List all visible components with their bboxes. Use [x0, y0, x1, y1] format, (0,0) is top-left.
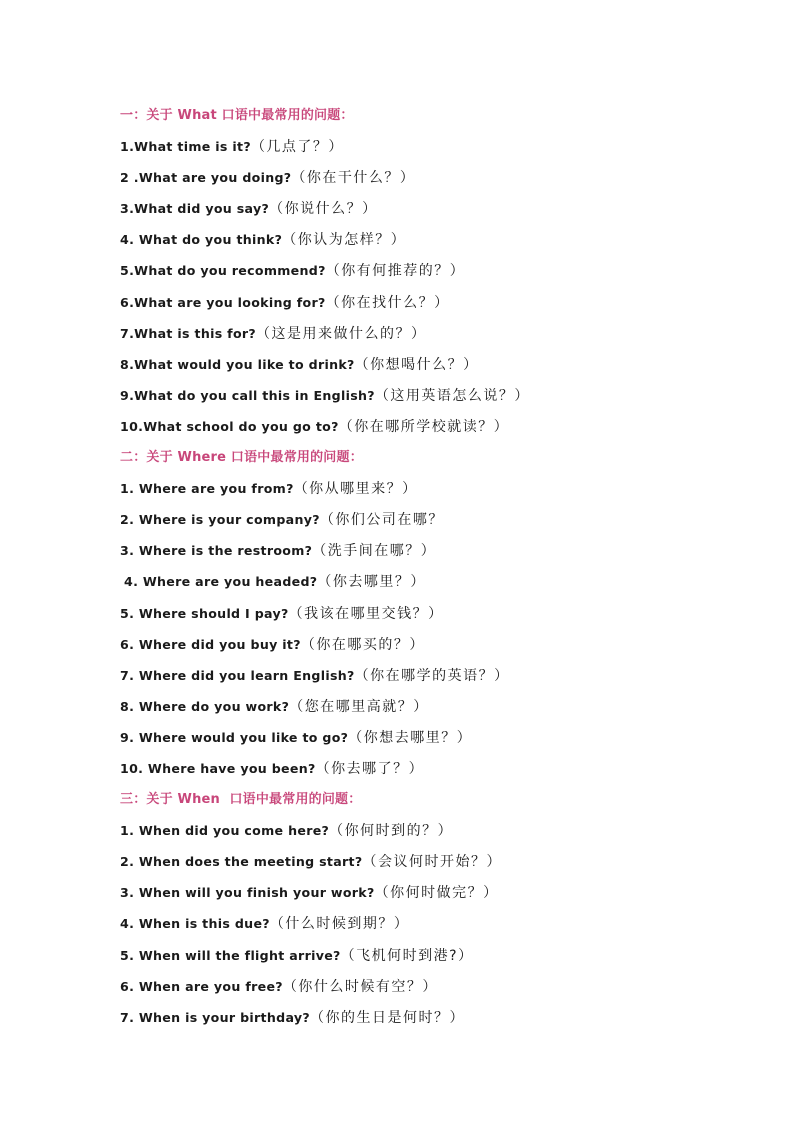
question-english: 5. When will the flight arrive? — [120, 947, 341, 963]
list-item — [120, 971, 760, 1002]
question-chinese: （会议何时开始？） — [362, 854, 502, 871]
question-english: 6. When are you free? — [120, 978, 283, 994]
question-chinese: （您在哪里高就？） — [289, 698, 429, 715]
question-chinese: （你去哪里？） — [317, 574, 426, 591]
list-item — [120, 877, 760, 908]
question-chinese: （你在哪所学校就读？） — [338, 418, 510, 435]
list-item — [120, 566, 760, 597]
list-item — [120, 1002, 760, 1033]
list-item — [120, 380, 760, 411]
question-chinese: （你在找什么？） — [325, 294, 450, 311]
question-english: 4. What do you think? — [120, 232, 283, 248]
question-english: 2 .What are you doing? — [120, 170, 292, 186]
list-item — [120, 287, 760, 318]
document-content — [120, 100, 760, 1033]
question-chinese: （飞机何时到港?） — [340, 947, 474, 964]
question-english: 1. Where are you from? — [120, 481, 294, 497]
list-item — [120, 846, 760, 877]
list-item — [120, 629, 760, 660]
question-chinese: （我该在哪里交钱？） — [288, 605, 444, 622]
list-item — [120, 193, 760, 224]
section-heading-what: 一：关于 What 口语中最常用的问题： — [120, 108, 354, 123]
question-english: 8. Where do you work? — [120, 698, 290, 714]
list-item — [120, 535, 760, 566]
list-item — [120, 908, 760, 939]
question-english: 7. Where did you learn English? — [120, 667, 355, 683]
question-english: 2. When does the meeting start? — [120, 854, 363, 870]
question-chinese: （你在哪学的英语？） — [354, 667, 510, 684]
question-english: 1.What time is it? — [120, 139, 251, 155]
question-english: 4. When is this due? — [120, 916, 270, 932]
list-item — [120, 349, 760, 380]
question-english: 3. When will you finish your work? — [120, 885, 375, 901]
section-heading-when: 三：关于 When 口语中最常用的问题： — [120, 792, 362, 808]
question-chinese: （你何时做完？） — [374, 885, 499, 902]
question-chinese: （你有何推荐的？） — [325, 263, 466, 280]
question-english: 10. Where have you been? — [120, 760, 316, 776]
list-item — [120, 224, 760, 255]
list-item — [120, 660, 760, 691]
question-english: 5.What do you recommend? — [120, 263, 326, 279]
question-chinese: （你什么时候有空？） — [282, 978, 438, 995]
list-item — [120, 598, 760, 629]
question-english: 7.What is this for? — [120, 325, 257, 341]
question-english: 6. Where did you buy it? — [120, 636, 301, 652]
question-chinese: （你在哪买的？） — [300, 636, 425, 653]
question-chinese: （你认为怎样？） — [282, 232, 407, 249]
question-chinese: （什么时候到期？） — [269, 916, 410, 933]
question-english: 8.What would you like to drink? — [120, 356, 355, 372]
question-chinese: （你的生日是何时？） — [309, 1009, 465, 1026]
list-item — [120, 722, 760, 753]
question-english: 9.What do you call this in English? — [120, 387, 375, 403]
list-item — [120, 473, 760, 504]
question-english: 10.What school do you go to? — [120, 418, 339, 434]
question-chinese: （几点了？） — [250, 139, 344, 156]
question-english: 3.What did you say? — [120, 201, 270, 217]
question-english: 7. When is your birthday? — [120, 1009, 310, 1025]
question-english: 2. Where is your company? — [120, 512, 320, 528]
list-item — [120, 162, 760, 193]
list-item — [120, 940, 760, 971]
question-chinese: （这用英语怎么说？） — [374, 387, 530, 404]
list-item — [120, 753, 760, 784]
question-english: 4. Where are you headed? — [124, 574, 318, 590]
list-item — [120, 504, 760, 535]
question-chinese: （你从哪里来？） — [293, 481, 418, 498]
question-chinese: （洗手间在哪？） — [312, 543, 437, 560]
list-item — [120, 318, 760, 349]
question-chinese: （你想去哪里？） — [348, 729, 473, 746]
question-chinese: （这是用来做什么的？） — [256, 325, 427, 342]
question-chinese: （你在干什么？） — [291, 170, 416, 187]
question-chinese: （你们公司在哪？ — [319, 512, 444, 529]
question-english: 1. When did you come here? — [120, 823, 330, 839]
list-item — [120, 815, 760, 846]
list-item — [120, 131, 760, 162]
question-english: 5. Where should I pay? — [120, 605, 289, 621]
question-chinese: （你何时到的？） — [329, 823, 454, 840]
question-english: 9. Where would you like to go? — [120, 729, 349, 745]
question-chinese: （你说什么？） — [269, 201, 378, 218]
question-english: 3. Where is the restroom? — [120, 543, 313, 559]
list-item — [120, 411, 760, 442]
list-item — [120, 255, 760, 286]
section-heading-where: 二：关于 Where 口语中最常用的问题： — [120, 450, 363, 466]
question-english: 6.What are you looking for? — [120, 294, 326, 310]
list-item — [120, 691, 760, 722]
question-chinese: （你想喝什么？） — [354, 356, 479, 373]
question-chinese: （你去哪了？） — [315, 760, 425, 777]
